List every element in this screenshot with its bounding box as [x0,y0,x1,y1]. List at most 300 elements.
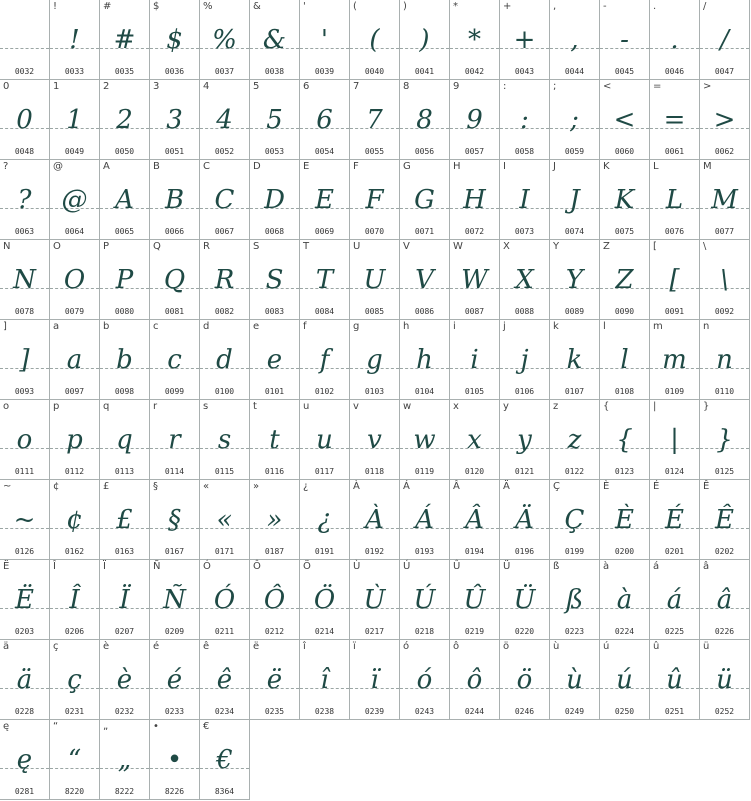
glyph-sample: : [520,105,529,135]
glyph-sample: V [415,265,434,295]
glyph-sample: * [468,25,481,55]
glyph-codepoint: 0070 [364,227,385,236]
glyph-sample: 6 [316,105,333,135]
glyph-sample: 3 [166,105,183,135]
glyph-cell [100,80,150,160]
glyph-sample: p [66,425,83,455]
glyph-sample: Î [69,585,80,615]
glyph-cell [100,0,150,80]
glyph-cell-label: 3 [153,81,160,92]
glyph-cell-label: l [603,321,606,332]
glyph-cell-label: m [653,321,663,332]
glyph-cell-label: Ê [703,481,710,492]
glyph-cell [0,400,50,480]
glyph-cell [50,0,100,80]
glyph-cell [650,640,700,720]
glyph-cell [400,160,450,240]
glyph-sample: Ó [213,585,236,615]
glyph-codepoint: 0100 [214,387,235,396]
glyph-cell [200,560,250,640]
glyph-cell-label: ę [3,721,10,732]
glyph-cell-label: ' [303,1,306,12]
glyph-codepoint: 0217 [364,627,385,636]
glyph-cell-label: $ [153,1,160,12]
glyph-sample: § [168,505,181,535]
glyph-cell-label: Ó [203,561,211,572]
glyph-cell [200,320,250,400]
glyph-cell-label: \ [703,241,707,252]
glyph-cell-label: K [603,161,610,172]
glyph-cell-label: Ü [503,561,511,572]
glyph-sample: • [166,745,183,775]
glyph-codepoint: 0050 [114,147,135,156]
glyph-sample: E [315,185,334,215]
glyph-cell-label: ô [453,641,460,652]
glyph-sample: H [463,185,486,215]
glyph-codepoint: 0043 [514,67,535,76]
glyph-cell-label: E [303,161,310,172]
glyph-codepoint: 0069 [314,227,335,236]
glyph-cell-label: > [703,81,712,92]
glyph-sample: G [414,185,435,215]
glyph-sample: { [616,425,633,455]
glyph-sample: û [666,665,683,695]
glyph-codepoint: 0239 [364,707,385,716]
glyph-codepoint: 0123 [614,467,635,476]
glyph-cell-label: x [453,401,459,412]
glyph-codepoint: 0200 [614,547,635,556]
glyph-cell [300,640,350,720]
glyph-cell [700,80,750,160]
glyph-cell-label: t [253,401,257,412]
glyph-sample: u [316,425,333,455]
glyph-cell [400,400,450,480]
glyph-cell-label: F [353,161,359,172]
glyph-cell-label: z [553,401,559,412]
glyph-cell [450,80,500,160]
glyph-cell-label: U [353,241,361,252]
glyph-sample: L [665,185,684,215]
glyph-cell [50,240,100,320]
glyph-sample: “ [67,745,82,775]
glyph-sample: » [266,505,283,535]
glyph-cell [50,400,100,480]
glyph-cell-label: - [603,1,607,12]
glyph-sample: é [166,665,183,695]
glyph-sample: Y [565,265,584,295]
glyph-cell-label: 8 [403,81,410,92]
glyph-codepoint: 0233 [164,707,185,716]
glyph-cell [150,720,200,800]
glyph-codepoint: 0103 [364,387,385,396]
glyph-codepoint: 0124 [664,467,685,476]
glyph-cell-label: « [203,481,210,492]
glyph-sample: ú [616,665,633,695]
glyph-codepoint: 8226 [164,787,185,796]
glyph-codepoint: 0249 [564,707,585,716]
glyph-codepoint: 0125 [714,467,735,476]
glyph-sample: y [517,425,532,455]
glyph-cell-label: W [453,241,463,252]
glyph-codepoint: 0067 [214,227,235,236]
glyph-cell-label: { [603,401,610,412]
glyph-sample: r [168,425,181,455]
glyph-cell [100,240,150,320]
glyph-cell [100,640,150,720]
glyph-cell [450,400,500,480]
glyph-cell [450,160,500,240]
glyph-sample: Ñ [163,585,186,615]
glyph-cell [100,400,150,480]
glyph-sample: ! [69,25,80,55]
glyph-sample: ¢ [66,505,83,535]
glyph-codepoint: 0058 [514,147,535,156]
glyph-cell-label: n [703,321,710,332]
glyph-cell-label: ö [503,641,510,652]
glyph-cell [550,0,600,80]
glyph-cell-label: • [153,721,159,732]
glyph-cell [0,80,50,160]
glyph-codepoint: 0076 [664,227,685,236]
glyph-cell-label: £ [103,481,110,492]
glyph-sample: Z [615,265,634,295]
glyph-cell-label: 2 [103,81,110,92]
glyph-sample: È [615,505,634,535]
glyph-cell [250,640,300,720]
glyph-cell-label: < [603,81,612,92]
glyph-cell [450,640,500,720]
glyph-cell [550,240,600,320]
glyph-cell [150,80,200,160]
glyph-sample: 4 [216,105,233,135]
glyph-cell-label: | [653,401,657,412]
glyph-cell-label: y [503,401,509,412]
glyph-cell-label: ) [403,1,407,12]
glyph-sample: x [467,425,482,455]
glyph-cell-label: » [253,481,260,492]
glyph-cell-label: + [503,1,512,12]
glyph-sample: S [265,265,284,295]
glyph-codepoint: 0060 [614,147,635,156]
glyph-codepoint: 0218 [414,627,435,636]
glyph-codepoint: 0087 [464,307,485,316]
glyph-cell-label: ï [353,641,356,652]
glyph-sample: T [315,265,334,295]
glyph-cell [500,240,550,320]
glyph-codepoint: 0162 [64,547,85,556]
glyph-codepoint: 0243 [414,707,435,716]
glyph-sample: î [320,665,329,695]
glyph-sample: € [216,745,233,775]
glyph-codepoint: 0224 [614,627,635,636]
glyph-codepoint: 0098 [114,387,135,396]
glyph-codepoint: 0238 [314,707,335,716]
glyph-sample: | [670,425,679,455]
glyph-cell [700,480,750,560]
glyph-codepoint: 0064 [64,227,85,236]
glyph-cell [150,240,200,320]
glyph-sample: g [366,345,383,375]
glyph-cell [650,160,700,240]
glyph-codepoint: 0211 [214,627,235,636]
glyph-cell-label: ú [603,641,610,652]
glyph-codepoint: 0225 [664,627,685,636]
glyph-cell [50,720,100,800]
glyph-cell [650,240,700,320]
glyph-sample: c [167,345,182,375]
glyph-cell-label: ? [3,161,9,172]
glyph-cell [300,0,350,80]
glyph-cell [100,320,150,400]
glyph-cell [600,560,650,640]
glyph-cell [300,80,350,160]
glyph-codepoint: 0036 [164,67,185,76]
glyph-cell [450,320,500,400]
glyph-sample: } [716,425,733,455]
glyph-cell-label: v [353,401,359,412]
glyph-codepoint: 0056 [414,147,435,156]
glyph-cell [400,560,450,640]
glyph-codepoint: 0075 [614,227,635,236]
glyph-cell [450,240,500,320]
glyph-cell [700,0,750,80]
glyph-sample: 5 [266,105,283,135]
glyph-sample: ] [19,345,30,375]
glyph-sample: Â [465,505,484,535]
glyph-codepoint: 0093 [14,387,35,396]
glyph-cell [600,640,650,720]
glyph-cell-label: f [303,321,307,332]
glyph-sample: K [614,185,635,215]
glyph-codepoint: 0051 [164,147,185,156]
glyph-sample: 9 [466,105,483,135]
glyph-cell [300,240,350,320]
glyph-cell-label: 6 [303,81,310,92]
glyph-codepoint: 0045 [614,67,635,76]
glyph-cell-label: ¿ [303,481,309,492]
glyph-cell [250,0,300,80]
glyph-cell-label: ] [3,321,7,332]
glyph-cell-label: / [703,1,707,12]
glyph-codepoint: 0163 [114,547,135,556]
glyph-cell-label: â [703,561,710,572]
glyph-codepoint: 0040 [364,67,385,76]
glyph-cell-label: ç [53,641,59,652]
glyph-sample [0,18,49,62]
glyph-codepoint: 8222 [114,787,135,796]
glyph-cell-label: 1 [53,81,60,92]
glyph-sample: ~ [13,505,36,535]
glyph-cell-label: „ [103,721,109,732]
glyph-sample: s [217,425,232,455]
glyph-cell-label: Ö [303,561,311,572]
glyph-cell [150,320,200,400]
glyph-sample: è [116,665,133,695]
glyph-cell [50,320,100,400]
glyph-sample: d [216,345,233,375]
glyph-cell [200,640,250,720]
glyph-cell-label: } [703,401,710,412]
glyph-sample: Û [463,585,486,615]
glyph-cell [200,160,250,240]
glyph-cell-label: S [253,241,260,252]
glyph-codepoint: 0074 [564,227,585,236]
glyph-cell [200,240,250,320]
glyph-sample: I [519,185,530,215]
glyph-sample: Ö [313,585,336,615]
glyph-cell [200,720,250,800]
glyph-sample: ó [416,665,433,695]
glyph-cell [250,320,300,400]
glyph-sample: ï [370,665,379,695]
glyph-sample: / [720,25,729,55]
glyph-sample: Ô [263,585,286,615]
glyph-cell-label: Ä [503,481,510,492]
glyph-codepoint: 0062 [714,147,735,156]
glyph-codepoint: 0116 [264,467,285,476]
glyph-cell [400,0,450,80]
glyph-codepoint: 0192 [364,547,385,556]
glyph-cell [500,480,550,560]
glyph-cell [250,160,300,240]
glyph-codepoint: 0120 [464,467,485,476]
glyph-codepoint: 0106 [514,387,535,396]
glyph-codepoint: 0046 [664,67,685,76]
glyph-sample: ë [266,665,283,695]
glyph-sample: - [620,25,629,55]
glyph-sample: 1 [66,105,83,135]
glyph-cell [350,80,400,160]
glyph-cell-label: Ç [553,481,560,492]
glyph-codepoint: 0042 [464,67,485,76]
glyph-cell-label: û [653,641,660,652]
glyph-codepoint: 0194 [464,547,485,556]
glyph-cell [200,80,250,160]
glyph-cell [400,240,450,320]
glyph-codepoint: 0047 [714,67,735,76]
glyph-cell [700,560,750,640]
glyph-codepoint: 0057 [464,147,485,156]
glyph-cell [350,480,400,560]
glyph-cell [700,240,750,320]
glyph-cell-label: Á [403,481,410,492]
glyph-sample: X [515,265,534,295]
glyph-codepoint: 0104 [414,387,435,396]
glyph-cell [50,560,100,640]
glyph-codepoint: 0118 [364,467,385,476]
glyph-sample: 0 [16,105,33,135]
glyph-sample: W [461,265,488,295]
glyph-cell [150,640,200,720]
glyph-sample: @ [61,185,88,215]
glyph-cell [50,160,100,240]
glyph-codepoint: 0086 [414,307,435,316]
glyph-cell-label: D [253,161,261,172]
glyph-cell-label: 0 [3,81,10,92]
glyph-cell [300,320,350,400]
glyph-cell [250,240,300,320]
glyph-sample: ù [566,665,583,695]
glyph-sample: ç [67,665,82,695]
glyph-cell-label: * [453,1,458,12]
glyph-codepoint: 0092 [714,307,735,316]
glyph-codepoint: 0107 [564,387,585,396]
glyph-cell-label: á [653,561,660,572]
glyph-codepoint: 0037 [214,67,235,76]
glyph-codepoint: 0235 [264,707,285,716]
glyph-codepoint: 0053 [264,147,285,156]
glyph-sample: „ [117,745,132,775]
glyph-codepoint: 0048 [14,147,35,156]
glyph-cell [650,80,700,160]
glyph-codepoint: 0114 [164,467,185,476]
glyph-cell [0,320,50,400]
glyph-sample: Ç [564,505,585,535]
glyph-codepoint: 0250 [614,707,635,716]
glyph-sample: D [264,185,285,215]
glyph-codepoint: 0110 [714,387,735,396]
glyph-cell [450,0,500,80]
glyph-cell-label: a [53,321,60,332]
glyph-sample: m [662,345,687,375]
glyph-cell [500,0,550,80]
glyph-cell [200,0,250,80]
glyph-cell [100,160,150,240]
glyph-sample: > [713,105,736,135]
glyph-codepoint: 0061 [664,147,685,156]
glyph-cell-label: . [653,1,657,12]
glyph-cell [700,640,750,720]
glyph-cell [150,160,200,240]
glyph-cell [0,640,50,720]
glyph-cell-label: Q [153,241,161,252]
glyph-sample: Á [415,505,434,535]
glyph-cell-label: M [703,161,712,172]
glyph-cell [0,160,50,240]
glyph-cell-label: J [553,161,556,172]
glyph-codepoint: 0246 [514,707,535,716]
glyph-cell [50,640,100,720]
glyph-sample: \ [720,265,729,295]
glyph-sample: q [116,425,133,455]
glyph-codepoint: 0191 [314,547,335,556]
glyph-cell [100,480,150,560]
glyph-cell [500,320,550,400]
glyph-cell [350,240,400,320]
glyph-cell [550,480,600,560]
glyph-cell-label: ; [553,81,557,92]
glyph-cell [500,560,550,640]
glyph-codepoint: 0223 [564,627,585,636]
glyph-codepoint: 0081 [164,307,185,316]
glyph-cell [700,400,750,480]
glyph-codepoint: 0115 [214,467,235,476]
glyph-codepoint: 0113 [114,467,135,476]
glyph-codepoint: 0209 [164,627,185,636]
glyph-codepoint: 0109 [664,387,685,396]
glyph-codepoint: 0088 [514,307,535,316]
glyph-sample: ü [716,665,733,695]
glyph-cell-label: § [153,481,158,492]
glyph-cell [450,560,500,640]
glyph-codepoint: 0052 [214,147,235,156]
glyph-sample: À [365,505,384,535]
glyph-sample: É [665,505,684,535]
glyph-cell-label: Y [553,241,560,252]
glyph-sample: n [716,345,733,375]
glyph-sample: « [216,505,233,535]
glyph-cell-label: ! [53,1,58,12]
